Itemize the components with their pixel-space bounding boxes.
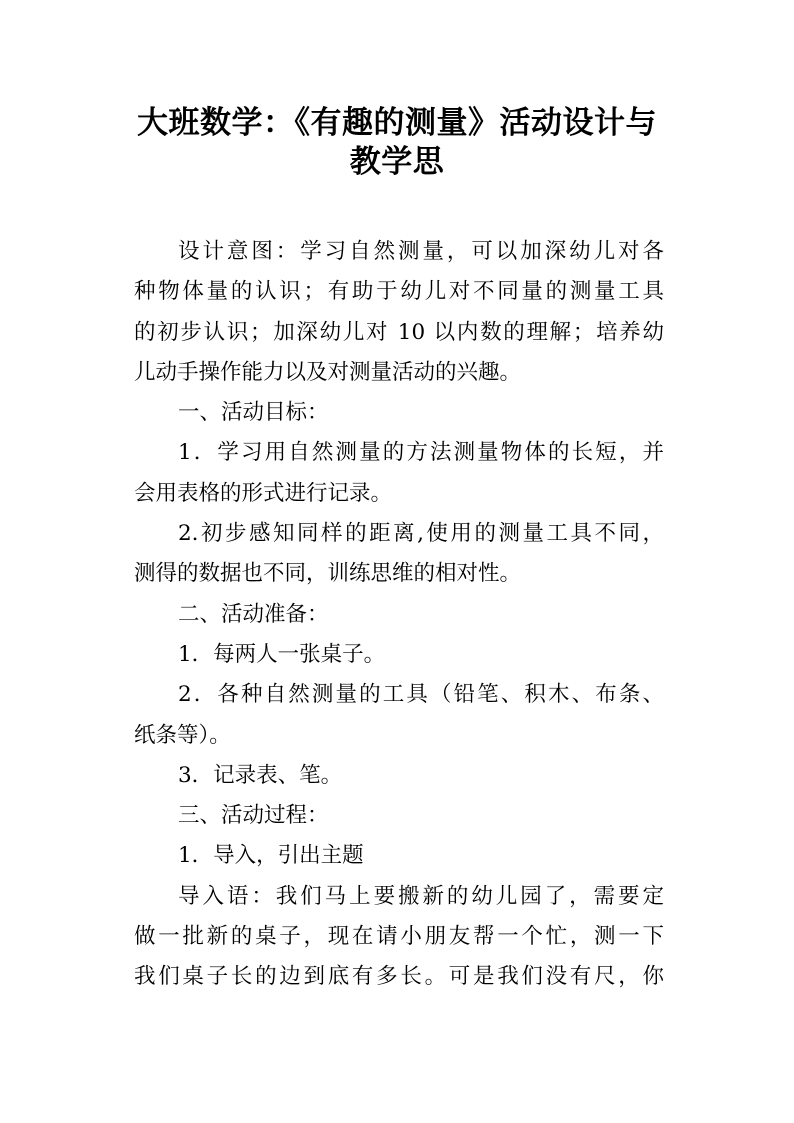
body-text-line: 2．各种自然测量的工具（铅笔、积木、布条、 bbox=[178, 682, 664, 708]
body-text-line: 1．学习用自然测量的方法测量物体的长短，并 bbox=[178, 440, 664, 466]
body-text-line: 种物体量的认识；有助于幼儿对不同量的测量工具 bbox=[134, 279, 664, 305]
body-text-line: 1．导入，引出主题 bbox=[178, 843, 364, 869]
body-text-line: 我们桌子长的边到底有多长。可是我们没有尺，你 bbox=[134, 964, 664, 990]
body-text-line: 会用表格的形式进行记录。 bbox=[134, 480, 393, 506]
body-text-line: 的初步认识；加深幼儿对 10 以内数的理解；培养幼 bbox=[134, 319, 664, 345]
body-text-line: 1．每两人一张桌子。 bbox=[178, 641, 386, 667]
body-text-line: 纸条等）。 bbox=[134, 722, 231, 748]
body-text-line: 设计意图：学习自然测量，可以加深幼儿对各 bbox=[178, 239, 664, 264]
body-text-line: 一、活动目标： bbox=[178, 400, 329, 426]
document-title-line-2: 教学思 bbox=[349, 144, 445, 180]
document-body bbox=[134, 232, 664, 998]
body-text-line: 3．记录表、笔。 bbox=[178, 762, 343, 788]
body-text-line: 2.初步感知同样的距离,使用的测量工具不同， bbox=[178, 521, 664, 547]
body-text-line: 二、活动准备： bbox=[178, 601, 329, 627]
body-text-line: 做一批新的桌子，现在请小朋友帮一个忙，测一下 bbox=[134, 924, 664, 950]
body-text-line: 三、活动过程： bbox=[178, 803, 329, 829]
body-text-line: 导入语：我们马上要搬新的幼儿园了，需要定 bbox=[178, 883, 664, 909]
document-title-line-1: 大班数学：《有趣的测量》活动设计与 bbox=[137, 105, 657, 141]
body-text-line: 测得的数据也不同，训练思维的相对性。 bbox=[134, 561, 522, 587]
body-text-line: 儿动手操作能力以及对测量活动的兴趣。 bbox=[134, 359, 522, 385]
